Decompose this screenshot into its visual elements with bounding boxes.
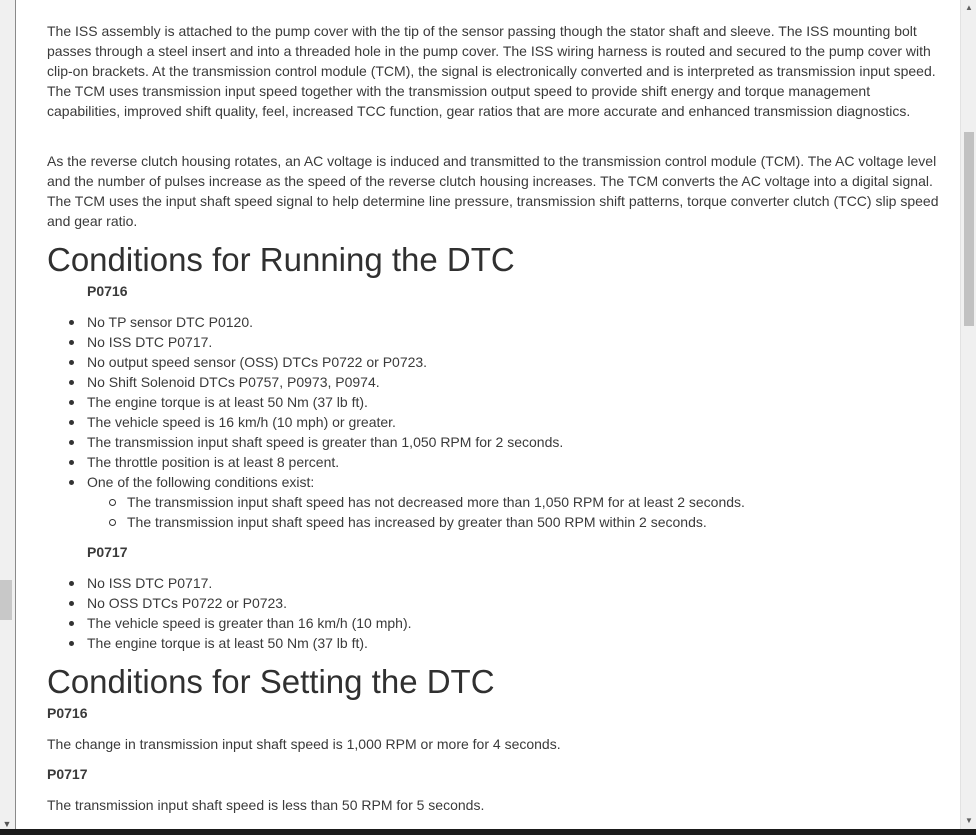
- list-item: One of the following conditions exist:: [47, 472, 947, 492]
- left-pane-scroll-thumb[interactable]: [0, 580, 12, 620]
- setting-code-p0716: P0716: [47, 705, 88, 721]
- list-item: The vehicle speed is 16 km/h (10 mph) or greater.: [47, 412, 947, 432]
- left-pane-edge: [0, 0, 16, 835]
- list-item: The vehicle speed is greater than 16 km/h (10 mph).: [47, 613, 947, 633]
- bottom-edge: [0, 829, 976, 835]
- intro-paragraph-iss-assembly: The ISS assembly is attached to the pump cover with the tip of the sensor passing though the stator shaft and sleeve. The ISS mounting bolt passes through a steel insert and into a threaded hole in the pump cover. The ISS wiring harness is routed and secured to the pump cover with clip-on brackets. At the transmission control module (TCM), the signal is electronically converted and is interpreted as transmission input speed. The TCM uses transmission input speed together with the transmission output speed to provide shift energy and torque management capabilities, improved shift quality, feel, increased TCC function, gear ratios that are more accurate and enhanced transmission diagnostics.: [47, 23, 936, 119]
- setting-code-p0717: P0717: [47, 766, 88, 782]
- running-code-p0716: P0716: [87, 283, 128, 299]
- list-item: No TP sensor DTC P0120.: [47, 312, 947, 332]
- list-item: The engine torque is at least 50 Nm (37 lb ft).: [47, 392, 947, 412]
- setting-p0716-text: The change in transmission input shaft speed is 1,000 RPM or more for 4 seconds.: [47, 736, 561, 752]
- list-item: No ISS DTC P0717.: [47, 573, 947, 593]
- list-item: The transmission input shaft speed is greater than 1,050 RPM for 2 seconds.: [47, 432, 947, 452]
- list-item: No output speed sensor (OSS) DTCs P0722 or P0723.: [47, 352, 947, 372]
- scroll-down-arrow-icon[interactable]: ▼: [965, 816, 973, 825]
- running-code-p0717: P0717: [87, 544, 128, 560]
- list-item: No OSS DTCs P0722 or P0723.: [47, 593, 947, 613]
- sub-list-item: The transmission input shaft speed has increased by greater than 500 RPM within 2 seconds.: [47, 512, 947, 532]
- running-p0716-list: [47, 312, 947, 532]
- list-item: No ISS DTC P0717.: [47, 332, 947, 352]
- sub-list-item: The transmission input shaft speed has not decreased more than 1,050 RPM for at least 2 seconds.: [47, 492, 947, 512]
- vertical-scrollbar[interactable]: [960, 0, 976, 829]
- running-p0717-list: [47, 573, 947, 653]
- list-item: No Shift Solenoid DTCs P0757, P0973, P0974.: [47, 372, 947, 392]
- heading-conditions-setting: Conditions for Setting the DTC: [47, 663, 495, 700]
- list-item: The throttle position is at least 8 percent.: [47, 452, 947, 472]
- list-item: The engine torque is at least 50 Nm (37 lb ft).: [47, 633, 947, 653]
- scrollbar-thumb[interactable]: [964, 132, 974, 326]
- intro-paragraph-reverse-clutch: As the reverse clutch housing rotates, an AC voltage is induced and transmitted to the transmission control module (TCM). The AC voltage level and the number of pulses increase as the speed of the reverse clutch housing increases. The TCM converts the AC voltage into a digital signal. The TCM uses the input shaft speed signal to help determine line pressure, transmission shift patterns, torque converter clutch (TCC) slip speed and gear ratio.: [47, 153, 939, 229]
- heading-conditions-running: Conditions for Running the DTC: [47, 241, 515, 278]
- setting-p0717-text: The transmission input shaft speed is less than 50 RPM for 5 seconds.: [47, 797, 485, 813]
- scroll-up-arrow-icon[interactable]: ▲: [965, 3, 973, 12]
- left-pane-down-arrow-icon[interactable]: ▼: [2, 819, 12, 829]
